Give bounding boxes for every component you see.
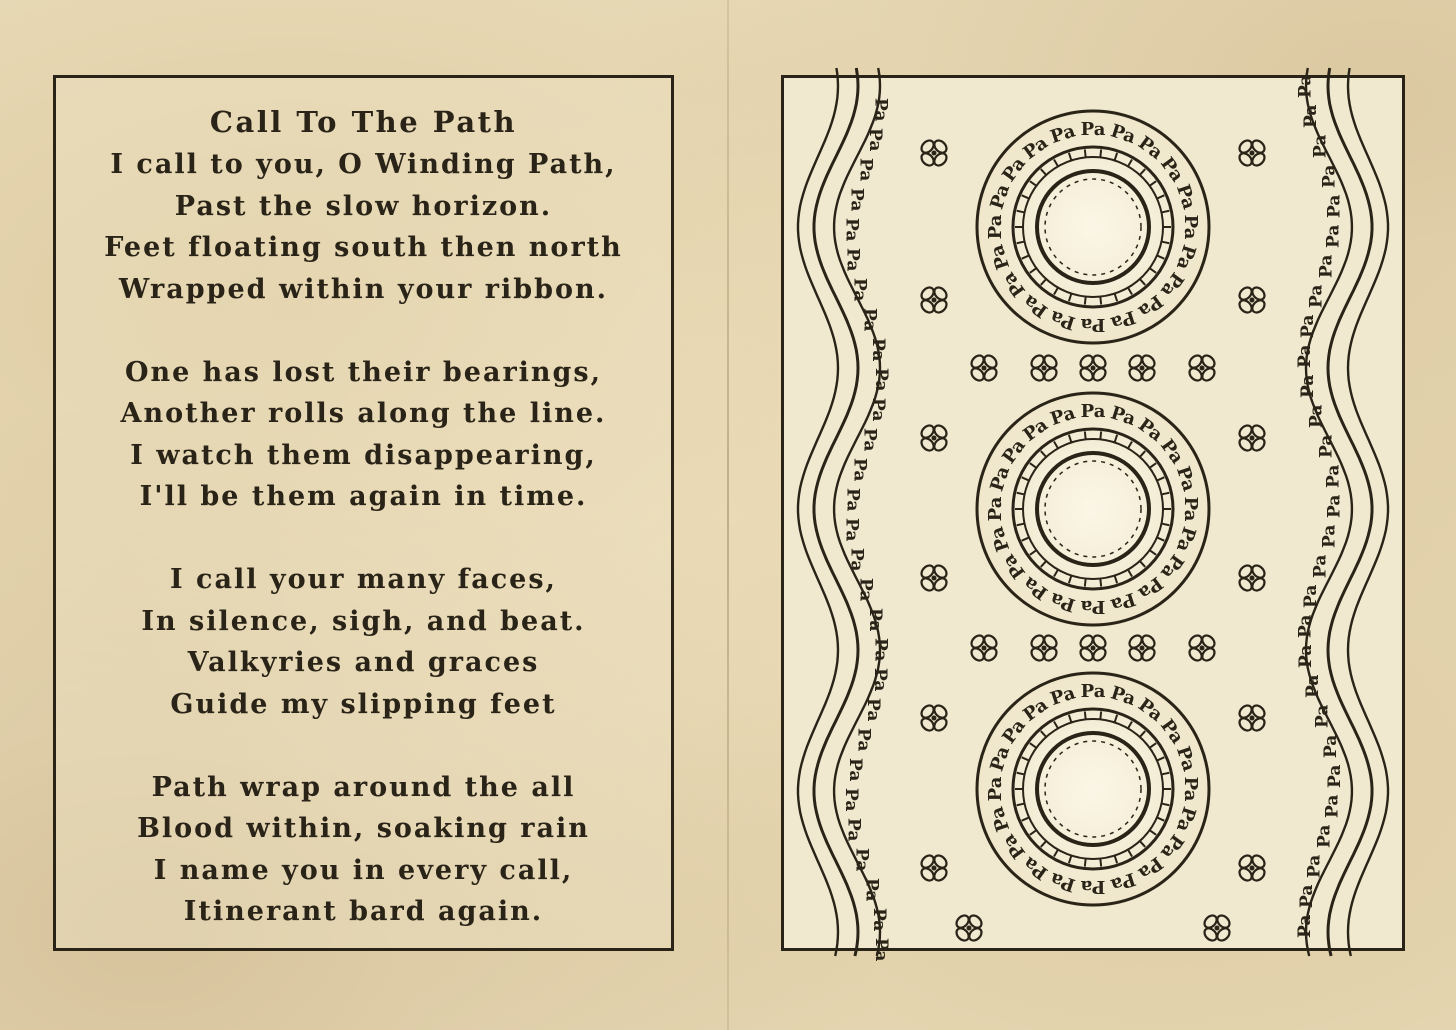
side-glyph: Pa: [867, 398, 888, 422]
poem-title: Call To The Path: [209, 105, 518, 139]
poem-line: Valkyries and graces: [187, 647, 540, 678]
side-glyph: Pa: [851, 848, 872, 872]
flower-ornament: [919, 563, 949, 593]
ring-tick: [1100, 711, 1101, 719]
ring-glyph: Pa: [986, 743, 1015, 774]
flower-ornament: [1237, 423, 1267, 453]
side-glyph: Pa: [1295, 614, 1316, 638]
side-glyph: Pa: [846, 548, 867, 572]
mandala-ornament: [784, 74, 1402, 962]
flower-ornament: [1187, 633, 1217, 663]
side-glyph: Pa: [1301, 584, 1322, 608]
ring-glyph: Pa: [1156, 268, 1188, 301]
side-glyph: Pa: [1310, 134, 1331, 158]
stanza-3: [56, 559, 671, 725]
side-glyph: Pa: [855, 578, 876, 602]
ring-glyph: Pa: [1134, 572, 1167, 604]
side-glyph: Pa: [1295, 914, 1316, 938]
side-glyph: Pa: [1295, 344, 1315, 368]
ring-glyph: Pa: [1108, 867, 1139, 896]
ring-glyph: Pa: [986, 463, 1015, 494]
flower-ornament: [1237, 563, 1267, 593]
side-glyph: Pa: [1298, 314, 1319, 338]
side-glyph: Pa: [1296, 644, 1317, 668]
ring-glyph: Pa: [1080, 876, 1106, 897]
side-glyph: Pa: [1319, 524, 1340, 549]
ring-glyph: Pa: [1019, 852, 1052, 884]
side-glyph: Pa: [1323, 464, 1344, 488]
flower-ornament: [919, 138, 949, 168]
side-glyph: Pa: [1306, 284, 1327, 308]
ring-glyph: Pa: [1047, 867, 1078, 896]
side-glyph: Pa: [1302, 674, 1323, 698]
side-glyph: Pa: [861, 878, 882, 902]
side-glyph: Pa: [1316, 254, 1337, 278]
ring-glyph: Pa: [1108, 682, 1139, 711]
ring-glyph: Pa: [1180, 214, 1201, 240]
ring-glyph: Pa: [1108, 402, 1139, 431]
ring-glyph: Pa: [1019, 290, 1052, 322]
ring-glyph: Pa: [1108, 120, 1139, 149]
side-glyph: Pa: [844, 758, 865, 782]
ring-glyph: Pa: [1156, 435, 1188, 468]
ring-glyph: Pa: [1171, 181, 1200, 212]
ring-tick: [1085, 579, 1086, 587]
ring-tick: [1100, 859, 1101, 867]
side-glyph: Pa: [1324, 764, 1345, 788]
poem-line: Itinerant bard again.: [183, 896, 544, 927]
side-glyph: Pa: [842, 248, 863, 272]
ring-glyph: Pa: [1171, 242, 1200, 273]
ring-tick: [1085, 711, 1086, 719]
ring-glyph: Pa: [986, 524, 1015, 555]
flower-ornament: [919, 423, 949, 453]
ring-glyph: Pa: [1156, 550, 1188, 583]
side-glyph: Pa: [842, 488, 863, 512]
flower-ornament: [1237, 138, 1267, 168]
side-glyph: Pa: [1306, 404, 1327, 428]
stanza-4: [56, 767, 671, 933]
side-glyph: Pa: [1316, 434, 1337, 458]
ring-tick: [1100, 149, 1101, 157]
ring-tick: [1085, 149, 1086, 157]
ring-glyph: Pa: [985, 496, 1006, 522]
poem-line: Blood within, soaking rain: [137, 813, 590, 844]
ring-glyph: Pa: [1080, 596, 1106, 617]
side-glyph: Pa: [859, 308, 880, 332]
side-glyph: Pa: [1322, 794, 1343, 818]
ring-tick: [1100, 431, 1101, 439]
flower-ornament: [954, 913, 984, 943]
flower-ornament: [919, 703, 949, 733]
ring-glyph: Pa: [998, 550, 1030, 583]
side-glyph: Pa: [864, 608, 885, 632]
side-glyph: Pa: [1295, 74, 1316, 98]
flower-ornament: [1078, 633, 1108, 663]
side-glyph: Pa: [1301, 104, 1322, 128]
ring-glyph: Pa: [998, 268, 1030, 301]
flower-ornament: [1127, 353, 1157, 383]
ring-tick: [1085, 297, 1086, 305]
side-glyph: Pa: [1323, 224, 1344, 248]
poem-line: Past the slow horizon.: [174, 190, 553, 222]
ring-glyph: Pa: [1171, 524, 1200, 555]
ring-glyph: Pa: [1080, 119, 1106, 140]
page-fold: [727, 0, 729, 1030]
flower-ornament: [919, 853, 949, 883]
side-glyph: Pa: [1297, 884, 1318, 908]
ring-glyph: Pa: [985, 776, 1006, 802]
poem-line: Another rolls along the line.: [120, 398, 607, 429]
side-glyph: Pa: [1324, 494, 1345, 518]
side-glyph: Pa: [859, 428, 880, 452]
ring-tick: [1100, 579, 1101, 587]
ring-glyph: Pa: [1134, 132, 1167, 164]
poem-line: I call to you, O Winding Path,: [110, 149, 617, 180]
ring-glyph: Pa: [1047, 587, 1078, 616]
side-glyph: Pa: [870, 638, 891, 662]
ring-glyph: Pa: [1156, 715, 1188, 748]
side-glyph: Pa: [853, 728, 874, 752]
side-glyph: Pa: [846, 188, 867, 212]
ring-glyph: Pa: [1080, 314, 1106, 335]
poem-panel: [53, 75, 674, 951]
poem-line: Wrapped within your ribbon.: [118, 273, 609, 305]
flower-ornament: [1237, 285, 1267, 315]
side-glyph: Pa: [1324, 194, 1345, 218]
side-glyph: Pa: [1321, 734, 1342, 758]
flower-ornament: [1237, 703, 1267, 733]
poem-line: I name you in every call,: [153, 854, 574, 886]
ring-glyph: Pa: [1134, 694, 1167, 726]
side-glyph: Pa: [1314, 824, 1335, 848]
ring-glyph: Pa: [1156, 830, 1188, 863]
side-glyph: Pa: [841, 518, 862, 542]
side-glyph: Pa: [868, 908, 889, 932]
side-glyph: Pa: [849, 458, 870, 482]
ring-glyph: Pa: [1108, 587, 1139, 616]
ring-glyph: Pa: [986, 181, 1015, 212]
ring-glyph: Pa: [1047, 305, 1078, 334]
ring-glyph: Pa: [1080, 681, 1106, 702]
poem-line: Path wrap around the all: [151, 771, 576, 803]
side-glyph: Pa: [843, 818, 864, 842]
ring-glyph: Pa: [1134, 852, 1167, 884]
poem-line: Guide my slipping feet: [170, 688, 557, 720]
ring-glyph: Pa: [1180, 496, 1201, 522]
ring-glyph: Pa: [1134, 414, 1167, 446]
ring-glyph: Pa: [1047, 682, 1078, 711]
stanza-2: [56, 352, 671, 518]
side-glyph: Pa: [870, 98, 891, 122]
side-glyph: Pa: [1310, 554, 1331, 578]
flower-ornament: [969, 633, 999, 663]
side-glyph: Pa: [849, 278, 870, 302]
flower-ornament: [1202, 913, 1232, 943]
ring-glyph: Pa: [998, 153, 1030, 186]
ring-glyph: Pa: [986, 804, 1015, 835]
poem-line: In silence, sigh, and beat.: [141, 605, 586, 637]
ring-glyph: Pa: [985, 214, 1006, 240]
poem-line: I watch them disappearing,: [130, 439, 597, 471]
stanza-1: [56, 144, 671, 310]
side-glyph: Pa: [863, 698, 884, 722]
ring-glyph: Pa: [998, 435, 1030, 468]
ring-glyph: Pa: [1019, 572, 1052, 604]
flower-ornament: [1029, 353, 1059, 383]
ring-glyph: Pa: [1171, 463, 1200, 494]
side-glyph: Pa: [871, 368, 891, 392]
flower-ornament: [1078, 353, 1108, 383]
poem-line: Feet floating south then north: [104, 232, 623, 263]
side-glyph: Pa: [1312, 704, 1333, 728]
side-glyph: Pa: [1298, 374, 1319, 398]
ring-glyph: Pa: [998, 715, 1030, 748]
flower-ornament: [1237, 853, 1267, 883]
ring-glyph: Pa: [1134, 290, 1167, 322]
side-glyph: Pa: [1319, 164, 1340, 189]
flower-ornament: [919, 285, 949, 315]
side-glyph: Pa: [867, 338, 888, 362]
side-glyph: Pa: [869, 668, 890, 692]
poem-line: One has lost their bearings,: [124, 356, 603, 388]
ring-glyph: Pa: [1156, 153, 1188, 186]
flower-ornament: [969, 353, 999, 383]
ring-glyph: Pa: [1180, 776, 1201, 802]
side-glyph: Pa: [1304, 854, 1325, 878]
flower-ornament: [1187, 353, 1217, 383]
stanza-gap: [56, 518, 671, 560]
flower-ornament: [1127, 633, 1157, 663]
ring-glyph: Pa: [998, 830, 1030, 863]
side-glyph: Pa: [841, 788, 862, 812]
ring-glyph: Pa: [1171, 804, 1200, 835]
ring-glyph: Pa: [1080, 401, 1106, 422]
ring-glyph: Pa: [1019, 414, 1052, 446]
poem: [56, 100, 671, 933]
ring-glyph: Pa: [1047, 120, 1078, 149]
poem-line: I'll be them again in time.: [139, 481, 588, 512]
side-glyph: Pa: [855, 158, 876, 182]
ring-tick: [1085, 859, 1086, 867]
ring-glyph: Pa: [1019, 694, 1052, 726]
stanza-gap: [56, 725, 671, 767]
side-glyph: Pa: [870, 938, 891, 962]
ring-tick: [1085, 431, 1086, 439]
side-glyph: Pa: [841, 218, 862, 242]
ornament-panel: [781, 74, 1405, 962]
ring-glyph: Pa: [1171, 743, 1200, 774]
ring-glyph: Pa: [1108, 305, 1139, 334]
ring-glyph: Pa: [986, 242, 1015, 273]
side-glyph: Pa: [864, 128, 885, 152]
ring-tick: [1100, 297, 1101, 305]
poem-line: I call your many faces,: [170, 564, 557, 595]
stanza-gap: [56, 310, 671, 352]
flower-ornament: [1029, 633, 1059, 663]
ring-glyph: Pa: [1019, 132, 1052, 164]
ring-glyph: Pa: [1047, 402, 1078, 431]
